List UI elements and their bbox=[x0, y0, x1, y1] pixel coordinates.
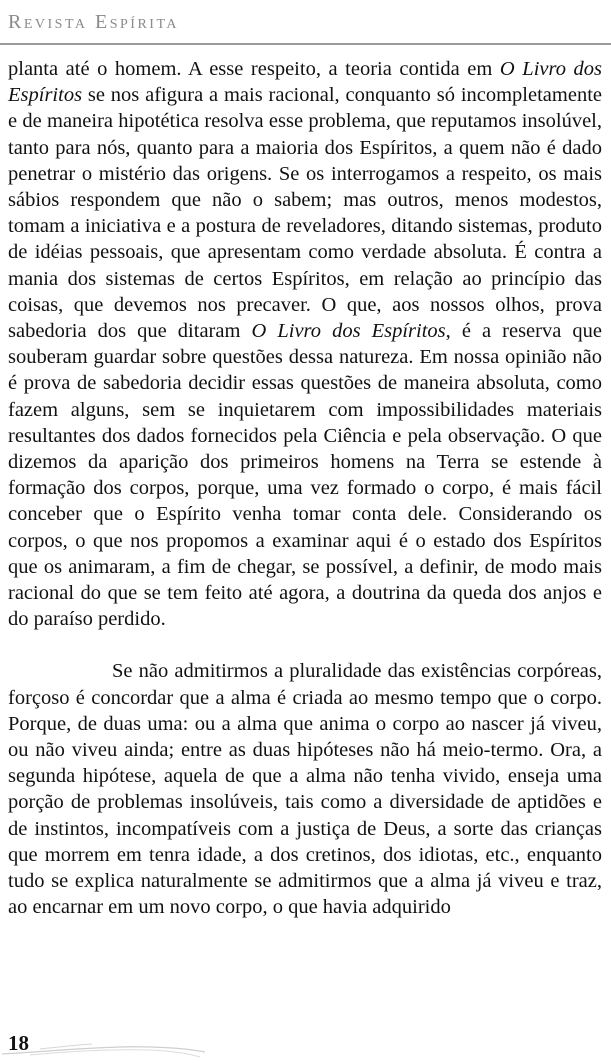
paragraph-1-text-a: planta até o homem. A esse respeito, a teoria contida em bbox=[8, 58, 500, 80]
page-number: 18 bbox=[8, 1031, 29, 1055]
paragraph-1-text-b: se nos afigura a mais racional, conquanto só incompletamente e de maneira hipotética resolva esse problema, que reputamos insolúvel, tanto para nós, quanto para a maioria dos Espíritos, a quem não é dado penetrar o mistério das origens. Se os interrogamos a respeito, os mais sábios respondem que não o sabem; mas outros, menos modestos, tomam a iniciativa e a postura de reveladores, ditando sistemas, produto de idéias pessoais, que apresentam como verdade absoluta. É contra a mania dos sistemas de certos Espíritos, em relação ao princípio das coisas, que devemos nos precaver. O que, aos nossos olhos, prova sabedoria dos que ditaram bbox=[8, 84, 602, 343]
book-title-italic: O Livro dos Espíritos bbox=[251, 320, 446, 343]
page-number-swash bbox=[0, 1028, 611, 1064]
running-header: Revista Espírita bbox=[8, 11, 179, 33]
book-title-italic: O Livro dos Espíritos bbox=[8, 58, 602, 107]
paragraph-1-text-c: , é a reserva que souberam guardar sobre questões dessa natureza. Em nossa opinião não é prova de sabedoria decidir essas questões de maneira absoluta, como fazem alguns, sem se inquietarem com impossibilidades materiais resultantes dos dados fornecidos pela Ciência e pela observação. O que dizemos da aparição dos primeiros homens na Terra se estende à formação dos corpos, porque, uma vez formado o corpo, é mais fácil conceber que o Espírito venha tomar conta dele. Considerando os corpos, o que nos propomos a examinar aqui é o estado dos Espíritos que os animaram, a fim de chegar, se possível, a definir, de modo mais racional do que se tem feito até agora, a doutrina da queda dos anjos e do paraíso perdido. bbox=[8, 320, 602, 631]
header-rule bbox=[0, 43, 611, 45]
paragraph-2: Se não admitirmos a pluralidade das existências corpóreas, forçoso é concordar que a alma é criada ao mesmo tempo que o corpo. Porque, de duas uma: ou a alma que anima o corpo ao nascer já viveu, ou não viveu ainda; entre as duas hipóteses não há meio-termo. Ora, a segunda hipótese, aquela de que a alma não tenha vivido, enseja uma porção de problemas insolúveis, tais como a diversidade de aptidões e de instintos, incompatíveis com a justiça de Deus, a sorte das crianças que morrem em tenra idade, a dos cretinos, dos idiotas, etc., enquanto tudo se explica naturalmente se admitirmos que a alma já viveu e traz, ao encarnar em um novo corpo, o que havia adquirido bbox=[8, 660, 602, 919]
body-text bbox=[8, 56, 602, 921]
paragraph-1 bbox=[8, 56, 602, 632]
